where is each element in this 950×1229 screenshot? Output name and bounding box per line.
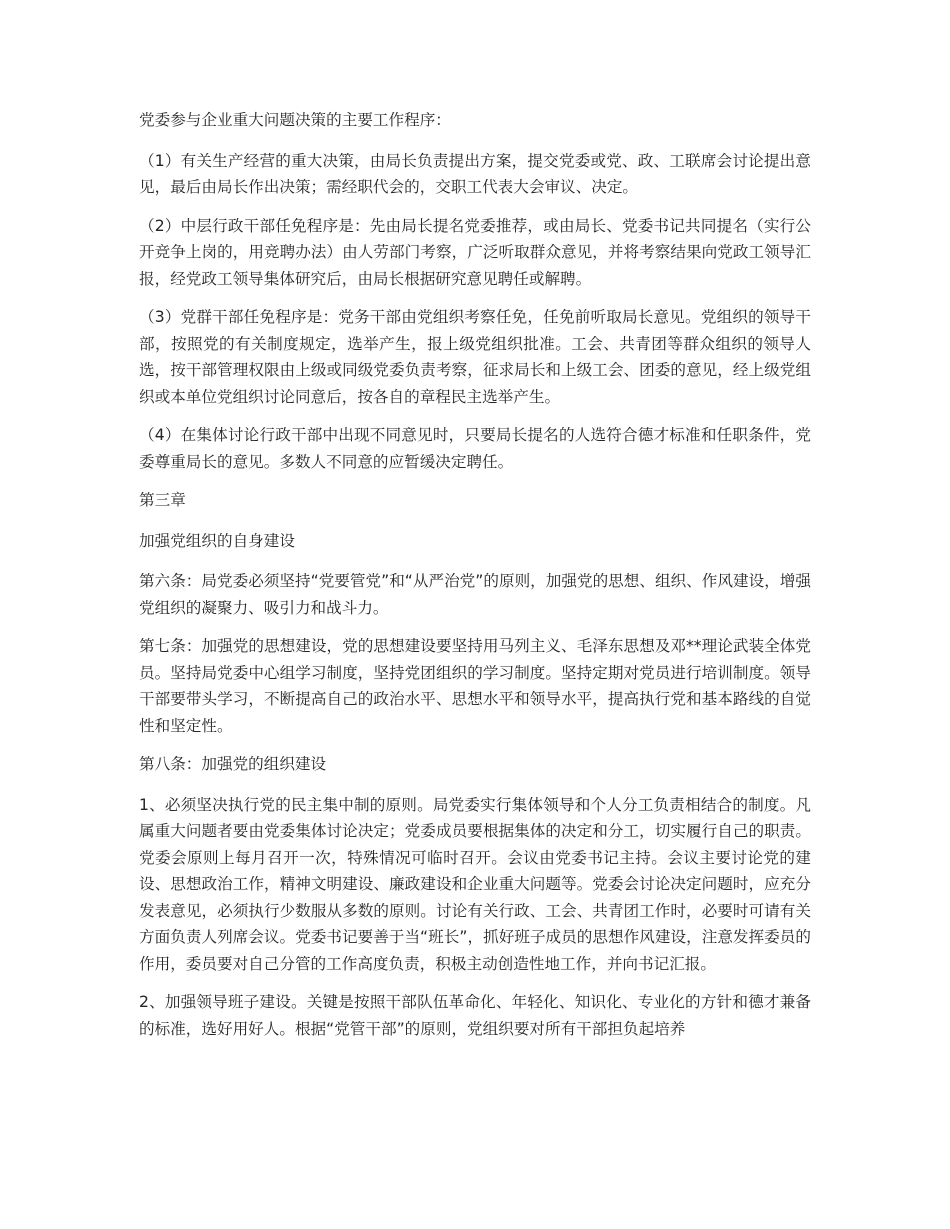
article-8-item-1: 1、必须坚决执行党的民主集中制的原则。局党委实行集体领导和个人分工负责相结合的制度。凡属重大问题者要由党委集体讨论决定；党委成员要根据集体的决定和分工，切实履行自己的职责。党委会原则上每月召开一次，特殊情况可临时召开。会议由党委书记主持。会议主要讨论党的建设、思想政治工作，精神文明建设、廉政建设和企业重大问题等。党委会讨论决定问题时，应充分发表意见，必须执行少数服从多数的原则。讨论有关行政、工会、共青团工作时，必要时可请有关方面负责人列席会议。党委书记要善于当“班长”，抓好班子成员的思想作风建设，注意发挥委员的作用，委员要对自己分管的工作高度负责，积极主动创造性地工作，并向书记汇报。 xyxy=(139,795,811,973)
paragraph-item-3: （3）党群干部任免程序是：党务干部由党组织考察任免，任免前听取局长意见。党组织的领导干部，按照党的有关制度规定，选举产生，报上级党组织批准。工会、共青团等群众组织的领导人选，按干部管理权限由上级或同级党委负责考察，征求局长和上级工会、团委的意见，经上级党组织或本单位党组织讨论同意后，按各自的章程民主选举产生。 xyxy=(139,308,811,406)
paragraph-item-2: （2）中层行政干部任免程序是：先由局长提名党委推荐，或由局长、党委书记共同提名（实行公开竞争上岗的，用竞聘办法）由人劳部门考察，广泛听取群众意见，并将考察结果向党政工领导汇报，经党政工领导集体研究后，由局长根据研究意见聘任或解聘。 xyxy=(139,216,811,288)
chapter-title: 加强党组织的自身建设 xyxy=(139,531,295,550)
chapter-heading: 第三章 xyxy=(139,491,186,509)
article-6: 第六条：局党委必须坚持“党要管党”和“从严治党”的原则，加强党的思想、组织、作风建设，增强党组织的凝聚力、吸引力和战斗力。 xyxy=(139,572,811,617)
paragraph-intro: 党委参与企业重大问题决策的主要工作程序： xyxy=(139,111,451,129)
article-8-heading: 第八条：加强党的组织建设 xyxy=(139,755,327,773)
paragraph-item-1: （1）有关生产经营的重大决策，由局长负责提出方案，提交党委或党、政、工联席会讨论提出意见，最后由局长作出决策；需经职代会的，交职工代表大会审议、决定。 xyxy=(139,151,811,196)
article-8-item-2: 2、加强领导班子建设。关键是按照干部队伍革命化、年轻化、知识化、专业化的方针和德才兼备的标准，选好用好人。根据“党管干部”的原则，党组织要对所有干部担负起培养 xyxy=(139,993,811,1038)
paragraph-item-4: （4）在集体讨论行政干部中出现不同意见时，只要局长提名的人选符合德才标准和任职条件，党委尊重局长的意见。多数人不同意的应暂缓决定聘任。 xyxy=(139,426,811,471)
document-body xyxy=(139,107,811,1054)
article-7: 第七条：加强党的思想建设，党的思想建设要坚持用马列主义、毛泽东思想及邓**理论武装全体党员。坚持局党委中心组学习制度，坚持党团组织的学习制度。坚持定期对党员进行培训制度。领导干部要带头学习，不断提高自己的政治水平、思想水平和领导水平，提高执行党和基本路线的自觉性和坚定性。 xyxy=(139,637,811,735)
